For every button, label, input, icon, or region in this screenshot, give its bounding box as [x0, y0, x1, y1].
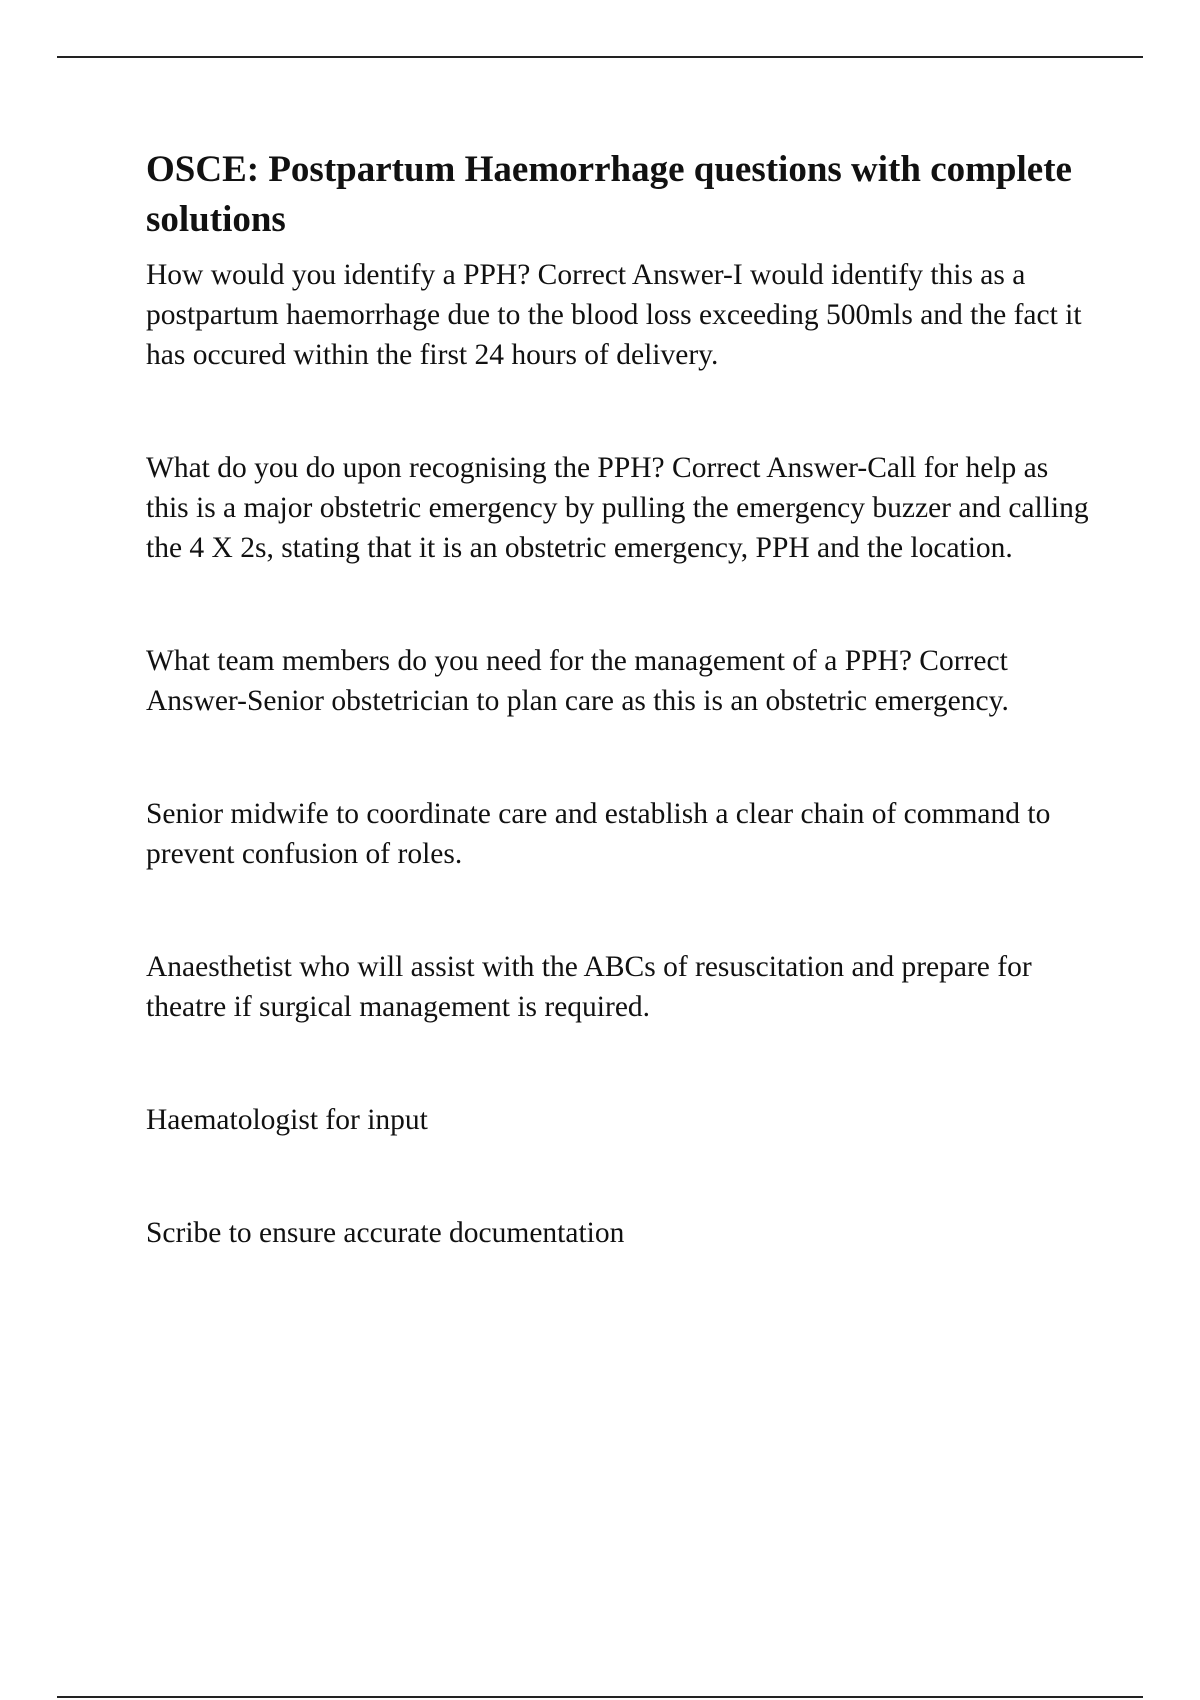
paragraph-scribe: Scribe to ensure accurate documentation [146, 1217, 625, 1249]
paragraph-anaesthetist: Anaesthetist who will assist with the ABCs of resuscitation and prepare for theatre if surgical management is required. [146, 951, 1032, 1023]
document-body [146, 145, 1096, 1253]
qa-paragraph-recognise-pph: What do you do upon recognising the PPH? Correct Answer-Call for help as this is a major obstetric emergency by pulling the emergency buzzer and calling the 4 X 2s, stating that it is an obstetric emergency, PPH and the location. [146, 452, 1089, 564]
footer-divider [57, 1696, 1143, 1698]
document-title: OSCE: Postpartum Haemorrhage questions with complete solutions [146, 149, 1072, 240]
paragraph-haematologist: Haematologist for input [146, 1104, 428, 1136]
paragraph-senior-midwife: Senior midwife to coordinate care and establish a clear chain of command to prevent confusion of roles. [146, 798, 1051, 870]
qa-paragraph-team-members: What team members do you need for the management of a PPH? Correct Answer-Senior obstetrician to plan care as this is an obstetric emergency. [146, 645, 1009, 717]
qa-paragraph-identify-pph: How would you identify a PPH? Correct Answer-I would identify this as a postpartum haemorrhage due to the blood loss exceeding 500mls and the fact it has occured within the first 24 hours of delivery. [146, 259, 1082, 371]
header-divider [57, 56, 1143, 58]
